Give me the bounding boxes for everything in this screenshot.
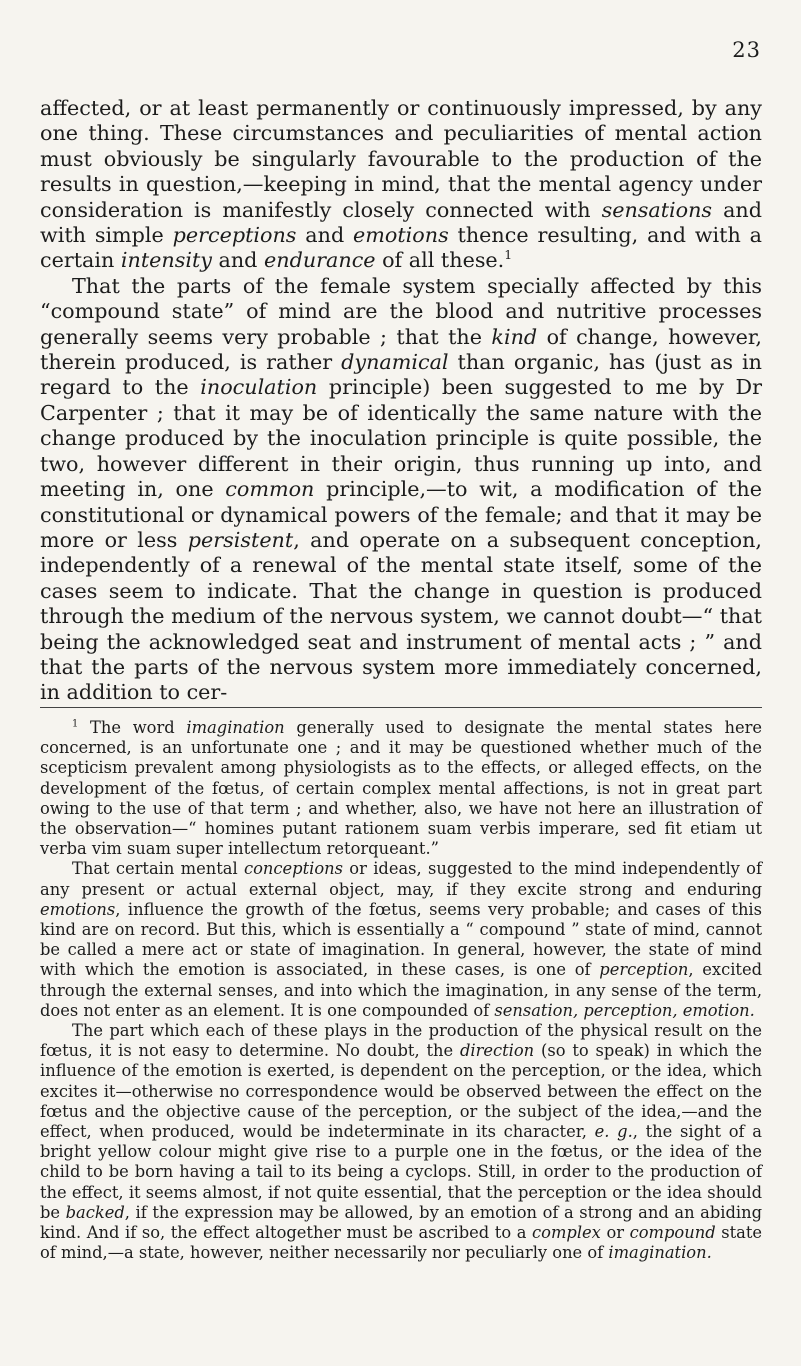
text-run: , if the expression may be allowed, by an emotion of a strong and an abiding kind. And if so, the effect altogether must be ascribed to a bbox=[40, 1202, 762, 1243]
italic-run: perceptions bbox=[172, 223, 297, 248]
text-run: That certain mental bbox=[72, 859, 245, 879]
text-run: The part which each of these plays in the production of the physical result on the fœtus, it is not easy to determine. No doubt, the bbox=[40, 1021, 762, 1061]
italic-run: intensity bbox=[120, 248, 212, 273]
text-run: and bbox=[211, 248, 265, 273]
text-run: principle) been suggested to me by Dr Carpenter ; that it may be of identically the same nature with the change produced by the inoculation principle is quite possible, the two, however different in their origin, thus running up into, and meeting in, one bbox=[40, 375, 762, 502]
body-paragraph-1 bbox=[40, 96, 762, 274]
italic-run: dynamical bbox=[341, 350, 449, 375]
footnote-divider bbox=[40, 707, 762, 708]
italic-run: endurance bbox=[264, 248, 376, 273]
text-run: affected, or at least permanently or continuously impressed, by any one thing. These circumstances and peculiarities of mental action must obviously be singularly favourable to the production of the results in question,—keeping in mind, that the mental agency under consideration is manifestly closely connected with bbox=[40, 96, 762, 222]
text-run: generally used to designate the mental states here concerned, is an unfortunate one ; and it may be questioned whether much of the scepticism prevalent among physiologists as to the effects, or alleged effects, on the development of the fœtus, of certain complex mental affections, is not in great part owing to the use of that term ; and whether, also, we have not here an illustration of the observation—“ homines putant rationem suam verbis imperare, sed fit etiam ut verba vim suam super intellectum retorqueant.” bbox=[40, 718, 762, 859]
text-run: of all these. bbox=[375, 248, 505, 273]
text-run: than organic, has (just as in regard to the bbox=[40, 350, 762, 400]
body-paragraph-2 bbox=[40, 274, 762, 706]
italic-run: imagination. bbox=[608, 1243, 712, 1263]
text-run: That the parts of the female system specially affected by this “compound state” of mind are the blood and nutritive processes generally seems very probable ; that the bbox=[40, 273, 762, 349]
text-run: thence resulting, and with a certain bbox=[40, 223, 762, 273]
italic-run: compound bbox=[629, 1223, 716, 1243]
footnotes bbox=[40, 718, 762, 1263]
text-run: The word bbox=[78, 718, 187, 737]
text-run: or bbox=[600, 1223, 630, 1243]
text-run: , influence the growth of the fœtus, seems very probable; and cases of this kind are on record. But this, which is essentially a “ compound ” state of mind, cannot be called a mere act or state of imagination. In general, however, the state of mind with which the emotion is associated, in these cases, is one of bbox=[40, 899, 762, 980]
text-run: , and operate on a subsequent conception, independently of a renewal of the mental state itself, some of the cases seem to indicate. That the change in question is produced through the medium of the nervous system, we cannot doubt—“ that being the acknowledged seat and instrument of mental acts ; ” and that the parts of the nervous system more immediately concerned, in addition to cer- bbox=[40, 527, 762, 705]
italic-run: complex bbox=[532, 1223, 601, 1243]
italic-run: e. g. bbox=[594, 1122, 633, 1142]
italic-run: imagination bbox=[186, 718, 285, 737]
italic-run: backed bbox=[65, 1202, 125, 1222]
main-text bbox=[40, 96, 762, 706]
footnote-1 bbox=[40, 718, 762, 859]
italic-run: direction bbox=[459, 1041, 535, 1061]
text-run: and with simple bbox=[40, 197, 762, 248]
text-run: and bbox=[296, 223, 354, 248]
text-run: or ideas, suggested to the mind independently of any present or actual external object, may, if they excite strong and enduring bbox=[40, 859, 762, 899]
footnote-paragraph-2 bbox=[40, 859, 762, 1021]
italic-run: sensation, perception, emotion. bbox=[494, 1000, 755, 1020]
italic-run: common bbox=[225, 477, 315, 502]
page-number: 23 bbox=[732, 38, 761, 62]
italic-run: emotions bbox=[353, 223, 449, 248]
italic-run: perception bbox=[599, 960, 689, 980]
italic-run: persistent bbox=[187, 527, 294, 552]
text-run: , excited through the external senses, and into which the imagination, in any sense of the term, does not enter as an element. It is one compounded of bbox=[40, 960, 763, 1020]
italic-run: emotions bbox=[40, 899, 116, 919]
text-run: , the sight of a bright yellow colour might give rise to a purple one in the fœtus, or the idea of the child to be born having a tail to its being a cyclops. Still, in order to the production of the effect, it seems almost, if not quite essential, that the perception or the idea should be bbox=[40, 1122, 762, 1222]
italic-run: sensations bbox=[601, 197, 713, 222]
text-run: principle,—to wit, a modification of the constitutional or dynamical powers of the female; and that it may be more or less bbox=[40, 477, 762, 552]
text-run: of change, however, therein produced, is rather bbox=[40, 324, 763, 375]
text-run: state of mind,—a state, however, neither necessarily nor peculiarly one of bbox=[40, 1223, 763, 1263]
footnote-paragraph-3 bbox=[40, 1021, 762, 1263]
italic-run: conceptions bbox=[244, 859, 343, 879]
footnote-marker: 1 bbox=[72, 718, 79, 730]
text-run: (so to speak) in which the influence of the emotion is exerted, is dependent on the perception, or the idea, which excites it—otherwise no correspondence would be observed between the effect on the fœtus and the objective cause of the perception, or the subject of the idea,—and the effect, when produced, would be indeterminate in its character, bbox=[40, 1041, 762, 1142]
italic-run: kind bbox=[491, 324, 538, 349]
italic-run: inoculation bbox=[200, 375, 318, 400]
footnote-ref: 1 bbox=[504, 247, 513, 263]
